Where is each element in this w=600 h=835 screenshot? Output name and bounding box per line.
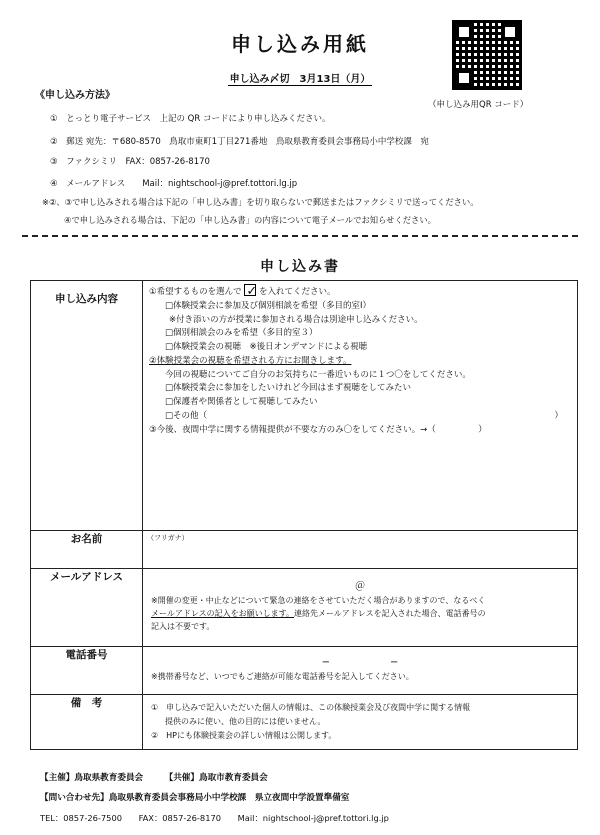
method-note: ④で申し込みされる場合は、下記の「申し込み書」の内容について電子メールでお知らせください。 — [64, 215, 436, 225]
method-item: ① とっとり電子サービス 上記の QR コードにより申し込みください。 — [50, 114, 331, 124]
question-2-sub: 今回の視聴についてご自分のお気持ちに一番近いものに１つ〇をしてください。 — [165, 369, 471, 380]
question-2: ②体験授業会の視聴を希望される方にお聞きします。 — [149, 355, 352, 366]
deadline-text: 申し込み〆切 3月13日（月） — [229, 74, 371, 85]
email-note: ※開催の変更・中止などについて緊急の連絡をさせていただく場合がありますので、なるべく — [151, 596, 486, 605]
qr-label: （申し込み用QR コード） — [428, 100, 529, 110]
method-item-email: ④ メールアドレス Mail：nightschool-j@pref.tottori.lg.jp — [50, 179, 298, 189]
form-title: 申し込み書 — [260, 259, 340, 275]
checkmark-icon — [244, 284, 256, 296]
qr-finder-icon — [501, 23, 519, 41]
question-1: ①希望するものを選んで ✓ を入れてください。 — [149, 284, 571, 300]
phone-dashes: − − — [321, 657, 399, 668]
email-note: メールアドレスの記入をお願いします。連絡先メールアドレスを記入された場合、電話番号の — [151, 608, 486, 618]
option-consult-only[interactable]: □個別相談会のみを希望（多目的室３） — [165, 328, 318, 339]
email-field[interactable] — [143, 569, 578, 647]
method-note: ※②、③で申し込みされる場合は下記の「申し込み書」を切り取らないで郵送またはファクシミリで送ってください。 — [42, 197, 479, 207]
option-guardian[interactable]: □保護者や関係者として視聴してみたい — [165, 397, 318, 408]
remark-item: ① 申し込みで記入いただいた個人の情報は、この体験授業会及び夜間中学に関する情報 — [151, 703, 471, 712]
email-label: メールアドレス — [31, 569, 143, 647]
qr-code[interactable] — [452, 20, 522, 90]
option-view[interactable]: □体験授業会の視聴 ※後日オンデマンドによる視聴 — [165, 342, 368, 353]
furigana-label: （フリガナ） — [147, 534, 189, 542]
contact-line: TEL：0857-26-7500 FAX：0857-26-8170 Mail：nightschool-j@pref.tottori.lg.jp — [40, 813, 389, 823]
method-item: ③ ファクシミリ FAX：0857-26-8170 — [50, 157, 210, 167]
option-note: ※付き添いの方が授業に参加される場合は別途申し込みください。 — [169, 314, 423, 325]
methods-heading: 《申し込み方法》 — [35, 90, 115, 101]
option-other[interactable]: □その他（ ） — [165, 410, 563, 421]
remark-item: ② HPにも体験授業会の詳しい情報は公開します。 — [151, 731, 337, 740]
remarks-cell — [143, 695, 578, 750]
at-mark: ＠ — [355, 581, 365, 592]
remark-item: 提供のみに使い、他の目的には使いません。 — [165, 717, 326, 726]
qr-finder-icon — [455, 69, 473, 87]
organizer-line: 【主催】鳥取県教育委員会 【共催】鳥取市教育委員会 — [40, 773, 268, 783]
phone-label: 電話番号 — [31, 647, 143, 695]
name-field[interactable] — [143, 531, 578, 569]
inquiry-line: 【問い合わせ先】鳥取県教育委員会事務局小中学校課 県立夜間中学設置準備室 — [40, 793, 350, 803]
cut-line — [22, 235, 578, 237]
remarks-label: 備 考 — [31, 695, 143, 750]
content-cell — [143, 281, 578, 531]
page-title: 申し込み用紙 — [231, 32, 369, 56]
phone-field[interactable] — [143, 647, 578, 695]
option-trial-consult[interactable]: □体験授業会に参加及び個別相談を希望（多目的室Ⅰ） — [165, 300, 372, 311]
method-item: ② 郵送 宛先：〒680-8570 鳥取市東町1丁目271番地 鳥取県教育委員会事務局小中学校課 宛 — [50, 137, 429, 147]
name-label: お名前 — [31, 531, 143, 569]
content-label: 申し込み内容 — [31, 281, 143, 531]
question-3[interactable]: ③今後、夜間中学に関する情報提供が不要な方のみ〇をしてください。→（ ） — [149, 424, 487, 435]
phone-note: ※携帯番号など、いつでもご連絡が可能な電話番号を記入してください。 — [151, 672, 414, 681]
application-form — [30, 280, 578, 750]
email-note: 記入は不要です。 — [151, 621, 215, 631]
option-want-join[interactable]: □体験授業会に参加をしたいけれど今回はまず視聴をしてみたい — [165, 383, 412, 394]
qr-finder-icon — [455, 23, 473, 41]
